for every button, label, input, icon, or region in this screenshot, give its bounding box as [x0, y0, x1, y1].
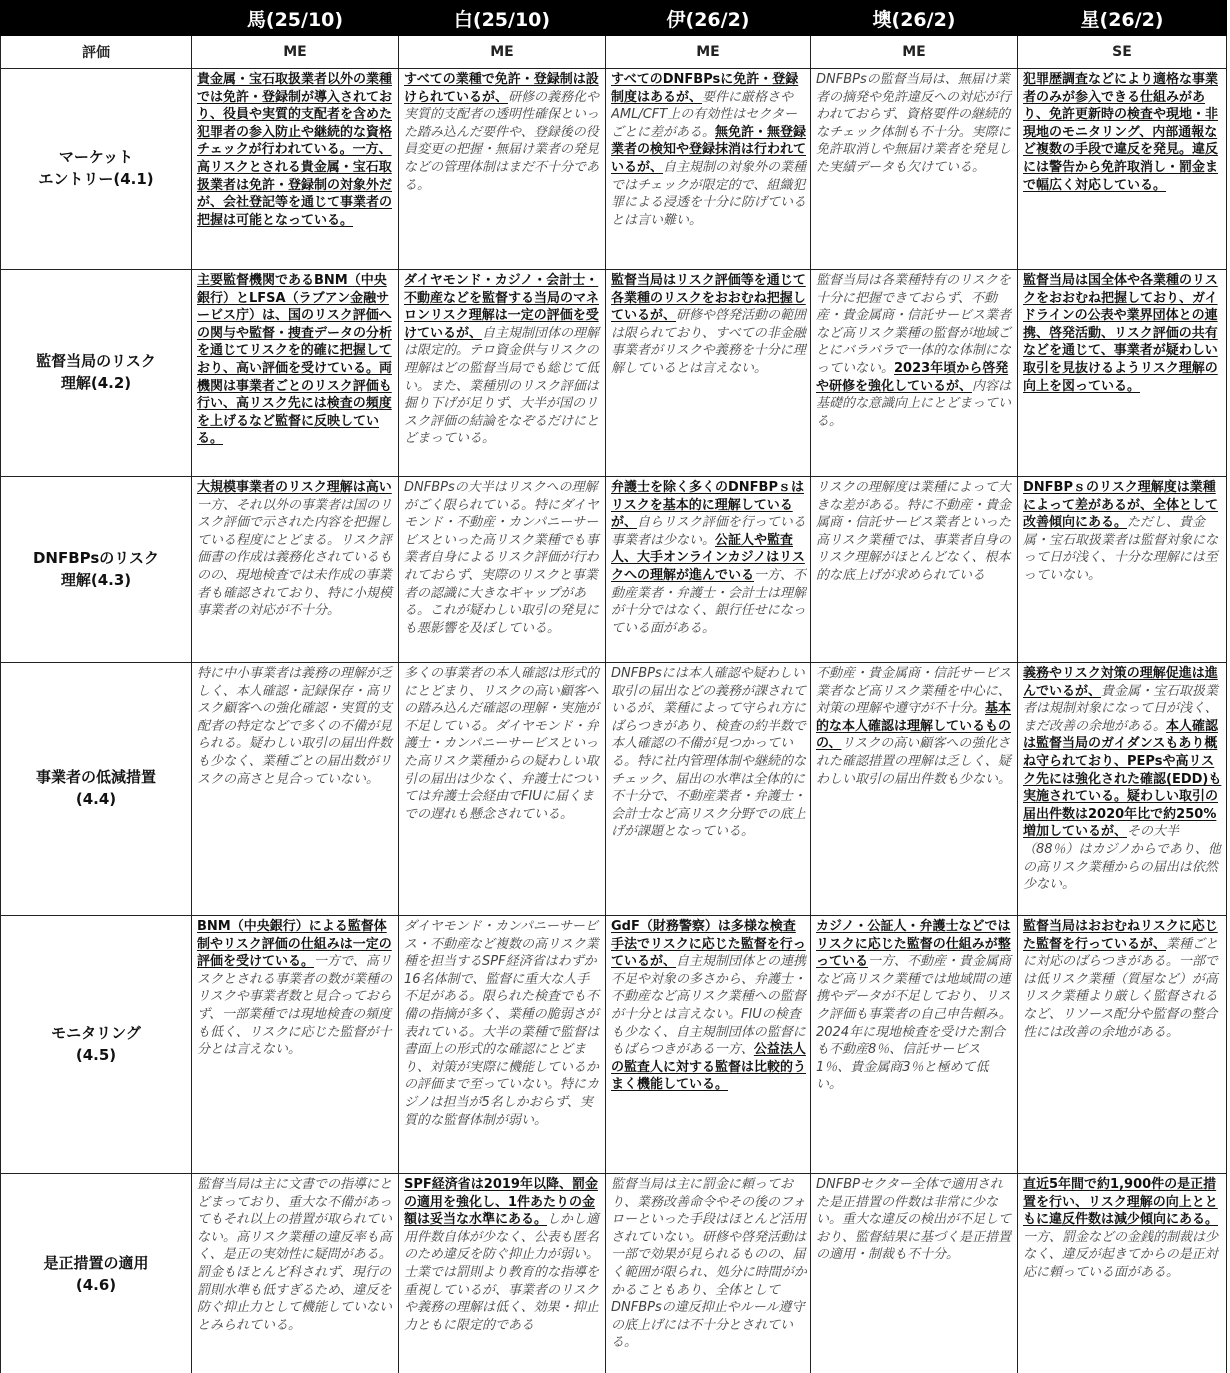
assessment-cell — [811, 477, 1018, 663]
row-header — [1, 69, 192, 270]
assessment-cell — [192, 663, 399, 916]
row-header-line: 理解(4.2) — [60, 374, 132, 392]
note-text: 要件に厳格さやAML/CFT上の有効性はセクターごとに差がある。 — [611, 89, 797, 140]
assessment-cell — [606, 916, 811, 1174]
note-text: 監督当局は各業種特有のリスクを十分に把握できておらず、不動産・貴金属商・信託サービス業者など高リスク業種の監督が地域ごとにバラバラで一体的な体制になっていない。 — [816, 273, 1012, 376]
header-corner — [1, 1, 192, 36]
row-header-line: マーケット — [58, 148, 134, 167]
highlight-text: 無免許・無登録業者の検知や登録抹消は行われているが、 — [611, 124, 807, 175]
note-text: DNFBPsには本人確認や疑わしい取引の届出などの義務が課されているが、業種によって守られ方にばらつきがあり、検査の約半数で本人確認の不備が見つかっている。特に社内管理体制や継続的なチェック、届出の水準は全体的に不十分で、不動産業者・弁護士・会計士など高リスク分野での底上げが課題となっている。 — [611, 666, 807, 840]
note-text: 一方、それ以外の事業者は国のリスク評価で示された内容を把握している程度にとどまる。リスク評価書の作成は義務化されているものの、現地検査では未作成の事業者も確認されており、特に小規模事業者の対応が不十分。 — [197, 497, 393, 619]
row-header-line: 理解(4.3) — [60, 570, 132, 589]
assessment-cell — [606, 477, 811, 663]
rating-value: ME — [606, 36, 811, 69]
table-row — [1, 270, 1227, 477]
highlight-text: 公証人や監査人、大手オンラインカジノはリスクへの理解が進んでいる — [611, 532, 805, 583]
note-text: 一方、不動産・貴金属商など高リスク業種では地域間の連携やデータが不足しており、リスク評価も事業者の自己申告頼み。2024年に現地検査を受けた割合も不動産8％、信託サービス1％、貴金属商3％と極めて低い。 — [816, 954, 1012, 1093]
note-text: 監督当局は主に文書での指導にとどまっており、重大な不備があってもそれ以上の措置が取られていない。高リスク業種の違反率も高く、是正の実効性に疑問がある。罰金もほとんど科されず、現行の罰則水準も低すぎるため、違反を防ぐ抑止力として機能していないとみられている。 — [197, 1177, 393, 1333]
note-text: 一方で、高リスクとされる事業者の数が業種のリスクや事業者数と見合っておらず、一部業種では現地検査の頻度も低く、リスクに応じた監督が十分とは言えない。 — [197, 954, 393, 1058]
row-header — [1, 477, 192, 663]
rating-value: SE — [1018, 36, 1227, 69]
note-text: リスクの理解度は業種によって大きな差がある。特に不動産・貴金属商・信託サービス業者といった高リスク業種では、事業者自身のリスク理解がほとんどなく、根本的な底上げが求められている — [816, 480, 1012, 583]
highlight-text: 直近5年間で約1,900件の是正措置を行い、リスク理解の向上とともに違反件数は減少傾向にある。 — [1023, 1177, 1219, 1228]
note-text: リスクの高い顧客への強化された確認措置の理解は乏しく、疑わしい取引の届出件数も少ない。 — [816, 736, 1012, 787]
assessment-cell — [1018, 916, 1227, 1174]
note-text: 貴金属・宝石取扱業者は規制対象になって日が浅く、まだ改善の余地がある。 — [1023, 683, 1219, 734]
highlight-text: 大規模事業者のリスク理解は高い — [197, 480, 392, 495]
assessment-cell — [192, 1174, 399, 1373]
row-header — [1, 663, 192, 916]
country-header: 白(25/10) — [399, 1, 606, 36]
table-row — [1, 1174, 1227, 1373]
assessment-cell — [192, 270, 399, 477]
note-text: 研修の義務化や実質的支配者の透明性確保といった踏み込んだ要件や、登録後の役員変更の把握・無届け業者の発見などの管理体制はまだ不十分である。 — [404, 89, 600, 193]
assessment-cell — [811, 270, 1018, 477]
header-row — [1, 1, 1227, 36]
highlight-text: SPF経済省は2019年以降、罰金の適用を強化し、1件あたりの金額は妥当な水準にある。 — [404, 1177, 598, 1228]
country-header: 墺(26/2) — [811, 1, 1018, 36]
note-text: DNFBPsの大半はリスクへの理解がごく限られている。特にダイヤモンド・不動産・カンパニーサービスといった高リスク業種でも事業者自身によるリスク評価が行われておらず、実際のリスクと事業者の認識に大きなギャップがある。これが疑わしい取引の発見にも悪影響を及ぼしている。 — [404, 480, 600, 636]
note-text: 自主規制の対象外の業種ではチェックが限定的で、組織犯罪による浸透を十分に防げているとは言い難い。 — [611, 159, 807, 228]
highlight-text: カジノ・公証人・弁護士などではリスクに応じた監督の仕組みが整っている — [816, 919, 1011, 970]
assessment-cell — [811, 1174, 1018, 1373]
highlight-text: 監督当局はリスク評価等を通じて各業種のリスクをおおむね把握しているが、 — [611, 273, 806, 324]
highlight-text: 義務やリスク対策の理解促進は進んでいるが、 — [1023, 666, 1218, 699]
assessment-cell — [399, 477, 606, 663]
assessment-cell — [399, 270, 606, 477]
note-text: ただし、貴金属・宝石取扱業者は監督対象になって日が浅く、十分な理解には至っていない。 — [1023, 515, 1219, 583]
assessment-cell — [606, 270, 811, 477]
table-row — [1, 663, 1227, 916]
assessment-cell — [811, 916, 1018, 1174]
note-text: 一方、罰金などの金銭的制裁は少なく、違反が起きてからの是正対応に頼っている面がある。 — [1023, 1229, 1219, 1280]
note-text: 自主規制団体との連携不足や対象の多さから、弁護士・不動産など高リスク業種への監督が十分とは言えない。FIUの検査も少なく、自主規制団体の監督にもばらつきがある一方、 — [611, 954, 807, 1058]
rating-value: ME — [811, 36, 1018, 69]
note-text: 監督当局は主に罰金に頼っており、業務改善命令やその後のフォローといった手段はほとんど活用されていない。研修や啓発活動は一部で効果が見られるものの、届く範囲が限られ、処分に時間がかかることもあり、全体としてDNFBPsの違反抑止やルール遵守の底上げには不十分とされている。 — [611, 1177, 807, 1351]
table-row — [1, 477, 1227, 663]
row-header-line: エントリー(4.1) — [38, 170, 154, 188]
rating-value: ME — [399, 36, 606, 69]
row-header — [1, 270, 192, 477]
rating-label: 評価 — [1, 36, 192, 69]
row-header-line: 是正措置の適用 — [43, 1254, 149, 1273]
highlight-text: DNFBPｓのリスク理解度は業種によって差があるが、全体として改善傾向にある。 — [1023, 480, 1219, 531]
row-header-line: モニタリング — [51, 1023, 141, 1042]
highlight-text: 監督当局は国全体や各業種のリスクをおおむね把握しており、ガイドラインの公表や業界団体との連携、啓発活動、リスク評価の共有などを通じて、事業者が疑わしい取引を見抜けるようリスク理解の向上を図っている。 — [1023, 273, 1218, 394]
country-header: 伊(26/2) — [606, 1, 811, 36]
row-header-line: 事業者の低減措置 — [35, 768, 156, 787]
table-row — [1, 916, 1227, 1174]
assessment-cell — [399, 916, 606, 1174]
highlight-text: GdF（財務警察）は多様な検査手法でリスクに応じた監督を行っているが、 — [611, 919, 806, 970]
note-text: しかし適用件数自体が少なく、公表も匿名のため違反を防ぐ抑止力が弱い。士業では罰則より教育的な指導を重視しているが、事業者のリスクや義務の理解は低く、効果・抑止力ともに限定的である — [404, 1212, 600, 1333]
assessment-cell — [192, 69, 399, 270]
highlight-text: 公益法人の監査人に対する監督は比較的うまく機能している。 — [611, 1042, 807, 1093]
note-text: 内容は基礎的な意識向上にとどまっている。 — [816, 378, 1012, 429]
assessment-cell — [192, 916, 399, 1174]
note-text: 多くの事業者の本人確認は形式的にとどまり、リスクの高い顧客への踏み込んだ確認の理解・実施が不足している。ダイヤモンド・弁護士・カンパニーサービスといった高リスク業種からの疑わしい取引の届出は少なく、弁護士については弁護士会経由でFIUに届くまでの遅れも懸念されている。 — [404, 666, 600, 822]
highlight-text: BNM（中央銀行）による監督体制やリスク評価の仕組みは一定の評価を受けている。 — [197, 919, 392, 970]
assessment-cell — [606, 69, 811, 270]
highlight-text: 監督当局はおおむねリスクに応じた監督を行っているが、 — [1023, 919, 1218, 952]
note-text: 研修や啓発活動の範囲は限られており、すべての非金融事業者がリスクや義務を十分に理解しているとは言えない。 — [611, 308, 807, 376]
highlight-text: 弁護士を除く多くのDNFBPｓはリスクを基本的に理解しているが、 — [611, 480, 804, 531]
note-text: ダイヤモンド・カンパニーサービス・不動産など複数の高リスク業種を担当するSPF経済省はわずか16名体制で、監督に重大な人手不足がある。限られた検査でも不備の指摘が多く、業種の脆弱さが表れている。大半の業種で監督は書面上の形式的な確認にとどまり、対策が実際に機能しているかの評価まで至っていない。特にカジノは担当が5名しかおらず、実質的な監督体制が弱い。 — [404, 919, 600, 1128]
assessment-cell — [606, 663, 811, 916]
assessment-cell — [1018, 477, 1227, 663]
note-text: 特に中小事業者は義務の理解が乏しく、本人確認・記録保存・高リスク顧客への強化確認・実質的支配者の特定などで多くの不備が見られる。疑わしい取引の届出件数も少なく、業種ごとの届出数がリスクの高さと見合っていない。 — [197, 666, 393, 787]
assessment-cell — [1018, 69, 1227, 270]
note-text: 業種ごとに対応のばらつきがある。一部では低リスク業種（質屋など）が高リスク業種より厳しく監督されるなど、リソース配分や監督の整合性には改善の余地がある。 — [1023, 936, 1219, 1040]
highlight-text: 2023年頃から啓発や研修を強化しているが、 — [816, 360, 1009, 394]
row-header-line: DNFBPsのリスク — [32, 548, 160, 567]
row-header-line: (4.4) — [75, 790, 117, 808]
assessment-cell — [399, 663, 606, 916]
note-text: DNFBPセクター全体で適用された是正措置の件数は非常に少ない。重大な違反の検出が不足しており、監督結果に基づく是正措置の適用・制裁も不十分。 — [816, 1177, 1012, 1263]
note-text: 不動産・貴金属商・信託サービス業者など高リスク業種を中心に、対策の理解や遵守が不十分。 — [816, 666, 1012, 717]
rating-row — [1, 36, 1227, 69]
assessment-cell — [811, 663, 1018, 916]
row-header-line: (4.5) — [75, 1045, 117, 1064]
note-text: 自主規制団体の理解は限定的。テロ資金供与リスクの理解はどの監督当局でも総じて低い。また、業種別のリスク評価は掘り下げが足りず、大半が国のリスク評価の結論をなぞるだけにとどまっている。 — [404, 325, 600, 447]
assessment-cell — [399, 1174, 606, 1373]
row-header-line: 監督当局のリスク — [36, 352, 156, 371]
highlight-text: 主要監督機関であるBNM（中央銀行）とLFSA（ラブアン金融サービス庁）は、国のリスク評価への関与や監督・捜査データの分析を通じてリスクを的確に把握しており、高い評価を受けている。両機関は事業者ごとのリスク評価も行い、高リスク先には検査の頻度を上げるなど監督に反映している。 — [197, 273, 393, 447]
highlight-text: 犯罪歴調査などにより適格な事業者のみが参入できる仕組みがあり、免許更新時の検査や現地・非現地のモニタリング、内部通報など複数の手段で違反を発見。違反には警告から免許取消し・罰金まで幅広く対応している。 — [1023, 72, 1219, 193]
highlight-text: 基本的な本人確認は理解しているものの、 — [816, 701, 1012, 752]
assessment-cell — [1018, 663, 1227, 916]
row-header-line: (4.6) — [75, 1276, 117, 1294]
assessment-cell — [1018, 270, 1227, 477]
country-header: 馬(25/10) — [192, 1, 399, 36]
row-header — [1, 1174, 192, 1373]
assessment-cell — [811, 69, 1018, 270]
highlight-text: すべてのDNFBPsに免許・登録制度はあるが、 — [611, 72, 799, 105]
assessment-cell — [192, 477, 399, 663]
note-text: DNFBPsの監督当局は、無届け業者の摘発や免許違反への対応が行われておらず、資格要件の継続的なチェック体制も不十分。実際に免許取消しや無届け業者を発見した実績データも欠けている。 — [816, 72, 1012, 175]
row-header — [1, 916, 192, 1174]
country-header: 星(26/2) — [1018, 1, 1227, 36]
highlight-text: すべての業種で免許・登録制は設けられているが、 — [404, 72, 599, 105]
rating-value: ME — [192, 36, 399, 69]
assessment-cell — [399, 69, 606, 270]
note-text: 一方、不動産業者・弁護士・会計士は理解が十分ではなく、銀行任せになっている面がある。 — [611, 567, 807, 636]
note-text: 自らリスク評価を行っている事業者は少ない。 — [611, 515, 806, 548]
assessment-cell — [1018, 1174, 1227, 1373]
highlight-text: 貴金属・宝石取扱業者以外の業種では免許・登録制が導入されており、役員や実質的支配者を含めた犯罪者の参入防止や継続的な資格チェックが行われている。一方、高リスクとされる貴金属・宝石取扱業者は免許・登録制の対象外だが、会社登記等を通じて事業者の把握は可能となっている。 — [197, 72, 393, 228]
table-row — [1, 69, 1227, 270]
note-text: その大半（88％）はカジノからであり、他の高リスク業種からの届出は依然少ない。 — [1023, 824, 1221, 893]
assessment-cell — [606, 1174, 811, 1373]
highlight-text: 本人確認は監督当局のガイダンスもあり概ね守られており、PEPsや高リスク先には強化された確認(EDD)も実施されている。疑わしい取引の届出件数は2020年比で約250%増加しているが、 — [1023, 718, 1222, 840]
highlight-text: ダイヤモンド・カジノ・会計士・不動産などを監督する当局のマネロンリスク理解は一定の評価を受けているが、 — [404, 273, 600, 341]
